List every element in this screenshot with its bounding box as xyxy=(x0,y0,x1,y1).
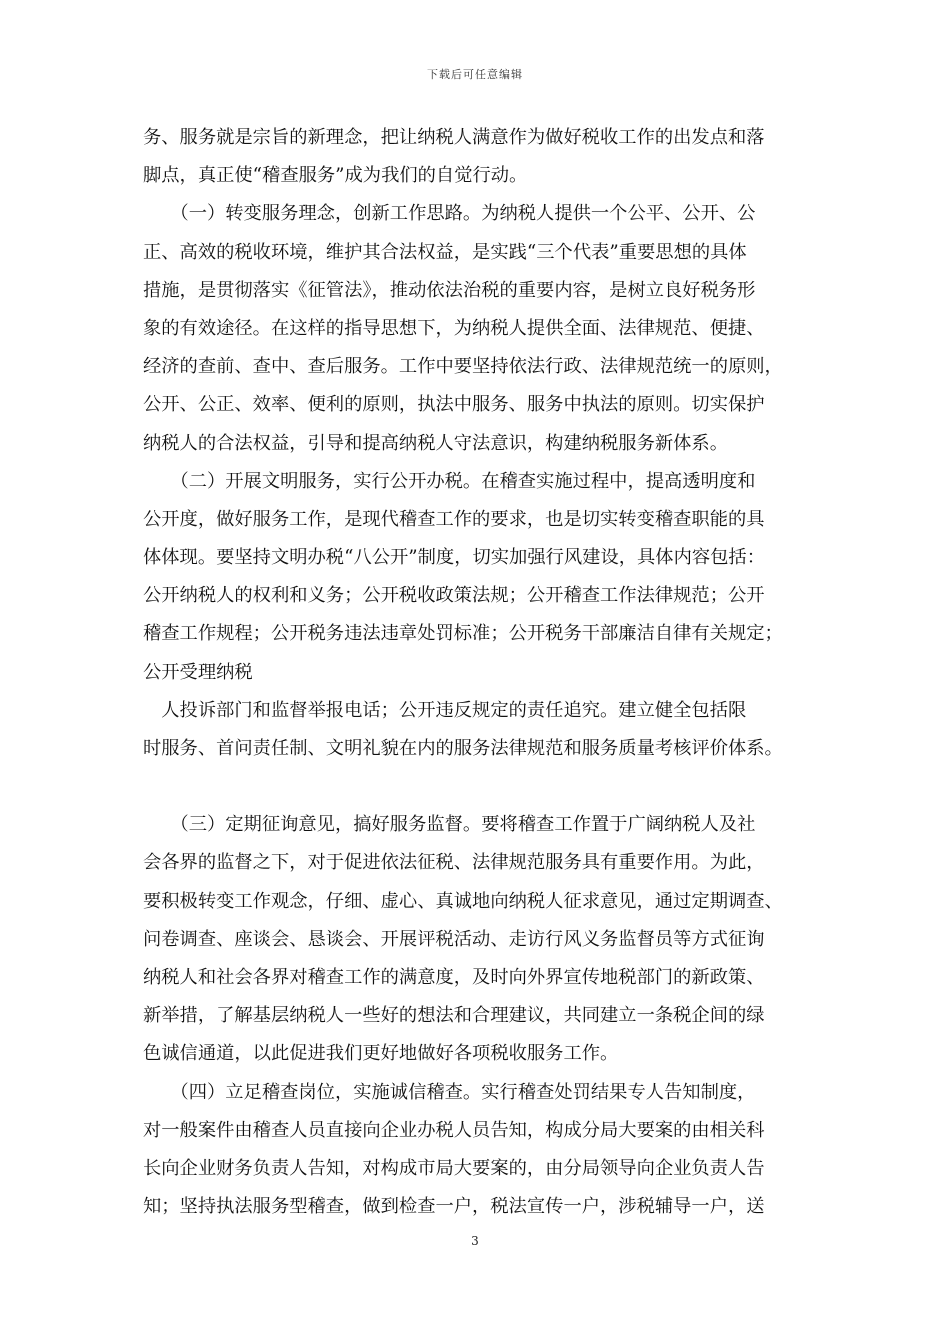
text-line: 对一般案件由稽查人员直接向企业办税人员告知，构成分局大要案的由相关科 xyxy=(143,1119,765,1141)
text-line: 纳税人和社会各界对稽查工作的满意度，及时向外界宣传地税部门的新政策、 xyxy=(143,966,765,988)
text-line: 色诚信通道，以此促进我们更好地做好各项税收服务工作。 xyxy=(143,1043,619,1065)
text-line: 知；坚持执法服务型稽查，做到检查一户，税法宣传一户，涉税辅导一户，送 xyxy=(143,1196,765,1218)
text-line: 长向企业财务负责人告知，对构成市局大要案的，由分局领导向企业负责人告 xyxy=(143,1157,765,1179)
text-line: （四）立足稽查岗位，实施诚信稽查。实行稽查处罚结果专人告知制度， xyxy=(143,1081,756,1103)
text-line: 公开受理纳税 xyxy=(143,661,253,683)
text-line: 措施，是贯彻落实《征管法》，推动依法治税的重要内容，是树立良好税务形 xyxy=(143,279,756,301)
page-header: 下载后可任意编辑 xyxy=(427,68,523,81)
text-line: （三）定期征询意见，搞好服务监督。要将稽查工作置于广阔纳税人及社 xyxy=(143,814,756,836)
text-line: 体体现。要坚持文明办税“八公开”制度，切实加强行风建设，具体内容包括： xyxy=(143,547,765,569)
text-line: 公开度，做好服务工作，是现代稽查工作的要求，也是切实转变稽查职能的具 xyxy=(143,508,765,530)
text-line: （二）开展文明服务，实行公开办税。在稽查实施过程中，提高透明度和 xyxy=(143,470,756,492)
text-line: 务、服务就是宗旨的新理念，把让纳税人满意作为做好税收工作的出发点和落 xyxy=(143,127,765,148)
text-line: 要积极转变工作观念，仔细、虚心、真诚地向纳税人征求意见，通过定期调查、 xyxy=(143,890,783,912)
text-line: 公开纳税人的权利和义务；公开税收政策法规；公开稽查工作法律规范；公开 xyxy=(143,585,765,607)
text-line: 会各界的监督之下，对于促进依法征税、法律规范服务具有重要作用。为此， xyxy=(143,852,765,874)
text-line: 稽查工作规程；公开税务违法违章处罚标准；公开税务干部廉洁自律有关规定； xyxy=(143,623,783,645)
text-line: 正、高效的税收环境，维护其合法权益，是实践“三个代表”重要思想的具体 xyxy=(143,241,747,263)
text-line: 问卷调查、座谈会、恳谈会、开展评税活动、走访行风义务监督员等方式征询 xyxy=(143,928,765,950)
text-line: （一）转变服务理念，创新工作思路。为纳税人提供一个公平、公开、公 xyxy=(143,203,756,225)
text-line: 人投诉部门和监督举报电话；公开违反规定的责任追究。建立健全包括限 xyxy=(143,699,747,721)
text-line: 时服务、首问责任制、文明礼貌在内的服务法律规范和服务质量考核评价体系。 xyxy=(143,738,783,759)
page-number: 3 xyxy=(471,1234,479,1248)
body-text xyxy=(143,119,819,1226)
text-line: 纳税人的合法权益，引导和提高纳税人守法意识，构建纳税服务新体系。 xyxy=(143,432,728,454)
text-line: 经济的查前、查中、查后服务。工作中要坚持依法行政、法律规范统一的原则， xyxy=(143,356,783,378)
text-line: 脚点，真正使“稽查服务”成为我们的自觉行动。 xyxy=(143,165,528,187)
text-line: 新举措，了解基层纳税人一些好的想法和合理建议，共同建立一条税企间的绿 xyxy=(143,1005,765,1027)
text-line: 公开、公正、效率、便利的原则，执法中服务、服务中执法的原则。切实保护 xyxy=(143,394,765,416)
blank-line xyxy=(143,768,819,806)
text-line: 象的有效途径。在这样的指导思想下，为纳税人提供全面、法律规范、便捷、 xyxy=(143,317,765,339)
